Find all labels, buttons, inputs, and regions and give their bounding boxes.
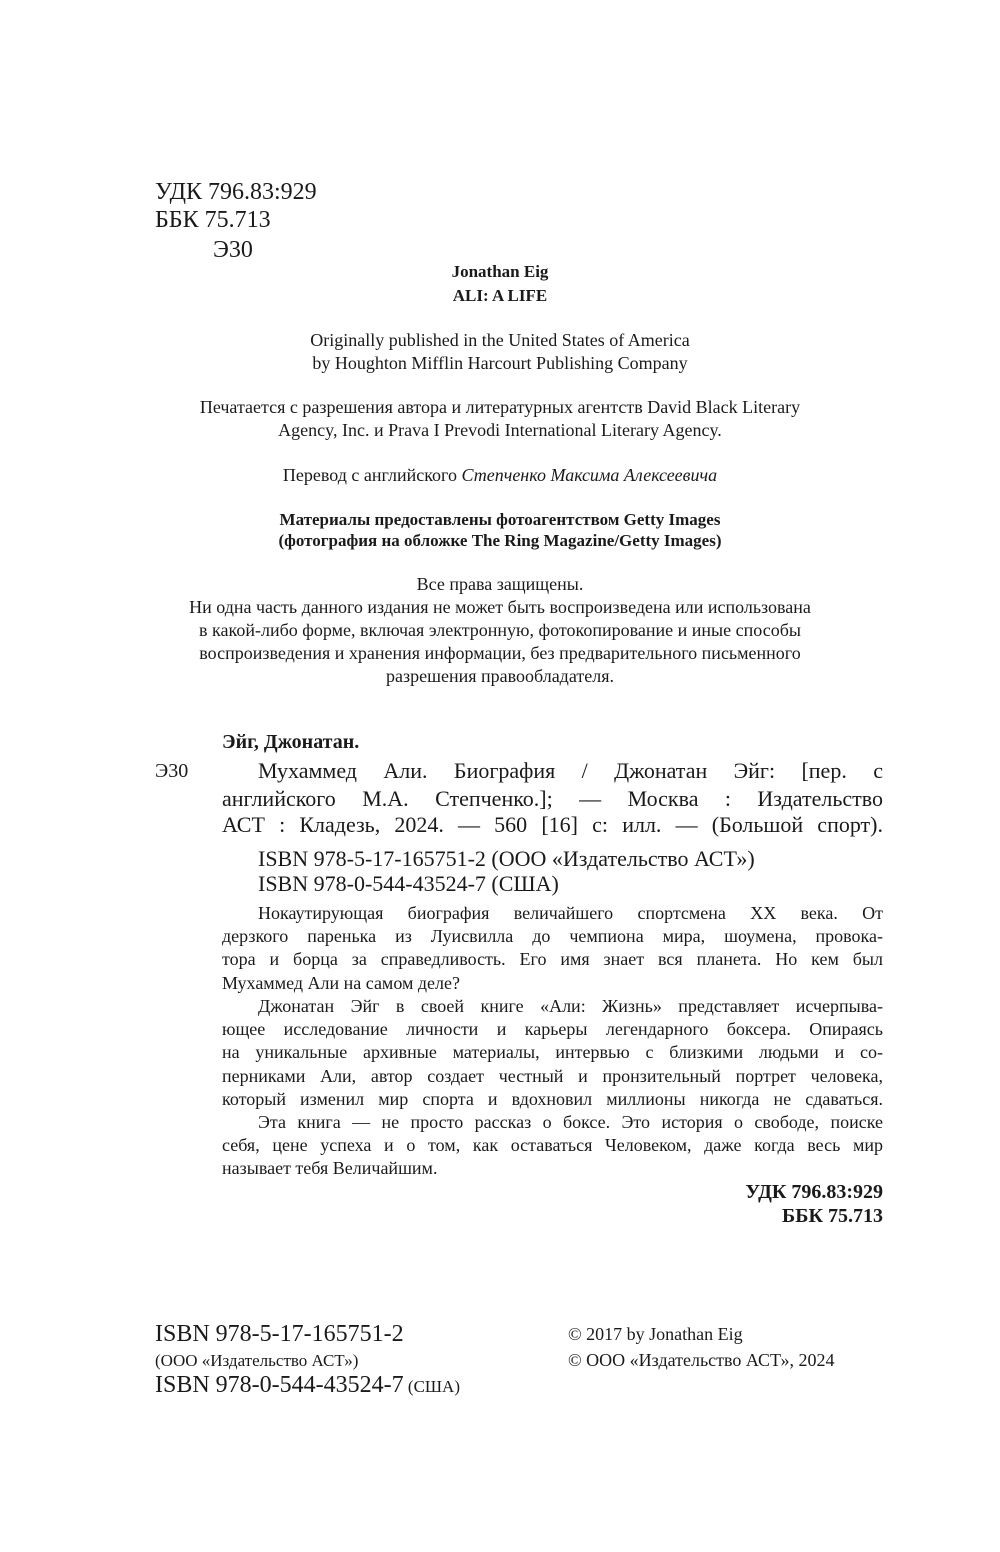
footer-isbn-2-line bbox=[155, 1373, 460, 1397]
annotation-line: Джонатан Эйг в своей книге «Али: Жизнь» представляет исчерпыва- bbox=[258, 996, 883, 1016]
catalog-bbk: ББК 75.713 bbox=[782, 1205, 883, 1227]
permission-line-1: Печатается с разрешения автора и литературных агентств David Black Literary bbox=[199, 397, 801, 417]
footer-isbn-1-publisher: (ООО «Издательство АСТ») bbox=[155, 1351, 359, 1370]
annotation-line: дерзкого паренька из Луисвилла до чемпиона мира, шоумена, провока- bbox=[222, 926, 883, 946]
annotation-line: перниками Али, автор создает честный и пронзительный портрет человека, bbox=[222, 1066, 883, 1086]
annotation-line: тора и борца за справедливость. Его имя знает вся планета. Но кем был bbox=[222, 949, 883, 969]
footer-isbn-1: ISBN 978-5-17-165751-2 bbox=[155, 1321, 404, 1347]
original-author: Jonathan Eig bbox=[451, 262, 549, 281]
author-mark: Э30 bbox=[213, 237, 253, 263]
rights-line: разрешения правообладателя. bbox=[386, 666, 614, 686]
translator-name: Степченко Максима Алексеевича bbox=[461, 465, 718, 485]
annotation-line: себя, цене успеха и о том, как оставаться Человеком, даже когда весь мир bbox=[222, 1135, 883, 1155]
copyright-author: © 2017 by Jonathan Eig bbox=[568, 1324, 743, 1344]
copyright-publisher: © ООО «Издательство АСТ», 2024 bbox=[568, 1350, 835, 1370]
catalog-isbn: ISBN 978-5-17-165751-2 (ООО «Издательство АСТ») bbox=[258, 846, 755, 871]
footer-isbn-2-country: (США) bbox=[403, 1377, 460, 1396]
rights-line: Ни одна часть данного издания не может быть воспроизведена или использована bbox=[189, 597, 811, 617]
catalog-mark: Э30 bbox=[155, 760, 189, 782]
annotation-line: называет тебя Величайшим. bbox=[222, 1158, 438, 1178]
annotation-line: Мухаммед Али на самом деле? bbox=[222, 973, 460, 993]
catalog-heading: Эйг, Джонатан. bbox=[222, 731, 360, 753]
catalog-entry-line: АСТ : Кладезь, 2024. — 560 [16] с: илл. — (Большой спорт). bbox=[222, 812, 883, 837]
rights-line: воспроизведения и хранения информации, без предварительного письменного bbox=[199, 643, 801, 663]
catalog-entry-line: английского М.А. Степченко.]; — Москва : Издательство bbox=[222, 786, 883, 811]
annotation-line: Нокаутирующая биография величайшего спортсмена XX века. От bbox=[258, 903, 883, 923]
published-line-2: by Houghton Mifflin Harcourt Publishing Company bbox=[312, 353, 688, 373]
translation-prefix: Перевод с английского bbox=[282, 465, 462, 485]
catalog-udk: УДК 796.83:929 bbox=[745, 1181, 883, 1203]
photo-credit-line-2: (фотография на обложке The Ring Magazine/Getty Images) bbox=[278, 531, 722, 550]
rights-line: Все права защищены. bbox=[416, 574, 584, 594]
original-title: ALI: A LIFE bbox=[452, 286, 548, 305]
footer-isbn-2: ISBN 978-0-544-43524-7 bbox=[155, 1372, 404, 1398]
udk-code: УДК 796.83:929 bbox=[155, 179, 317, 205]
rights-line: в какой-либо форме, включая электронную, фотокопирование и иные способы bbox=[199, 620, 801, 640]
annotation-line: на уникальные архивные материалы, интервью с близкими людьми и со- bbox=[222, 1042, 883, 1062]
annotation-line: который изменил мир спорта и вдохновил миллионы никогда не сдаваться. bbox=[222, 1089, 883, 1109]
bbk-code: ББК 75.713 bbox=[155, 207, 271, 233]
catalog-entry-line: Мухаммед Али. Биография / Джонатан Эйг: [пер. с bbox=[258, 758, 883, 783]
catalog-isbn: ISBN 978-0-544-43524-7 (США) bbox=[258, 871, 559, 896]
translation-credit bbox=[0, 466, 1000, 484]
photo-credit-line-1: Материалы предоставлены фотоагентством Getty Images bbox=[279, 510, 721, 529]
annotation-line: ющее исследование личности и карьеры легендарного боксера. Опираясь bbox=[222, 1019, 883, 1039]
annotation-line: Эта книга — не просто рассказ о боксе. Это история о свободе, поиске bbox=[258, 1112, 883, 1132]
published-line-1: Originally published in the United States of America bbox=[310, 330, 690, 350]
permission-line-2: Agency, Inc. и Prava I Prevodi International Literary Agency. bbox=[278, 420, 722, 440]
